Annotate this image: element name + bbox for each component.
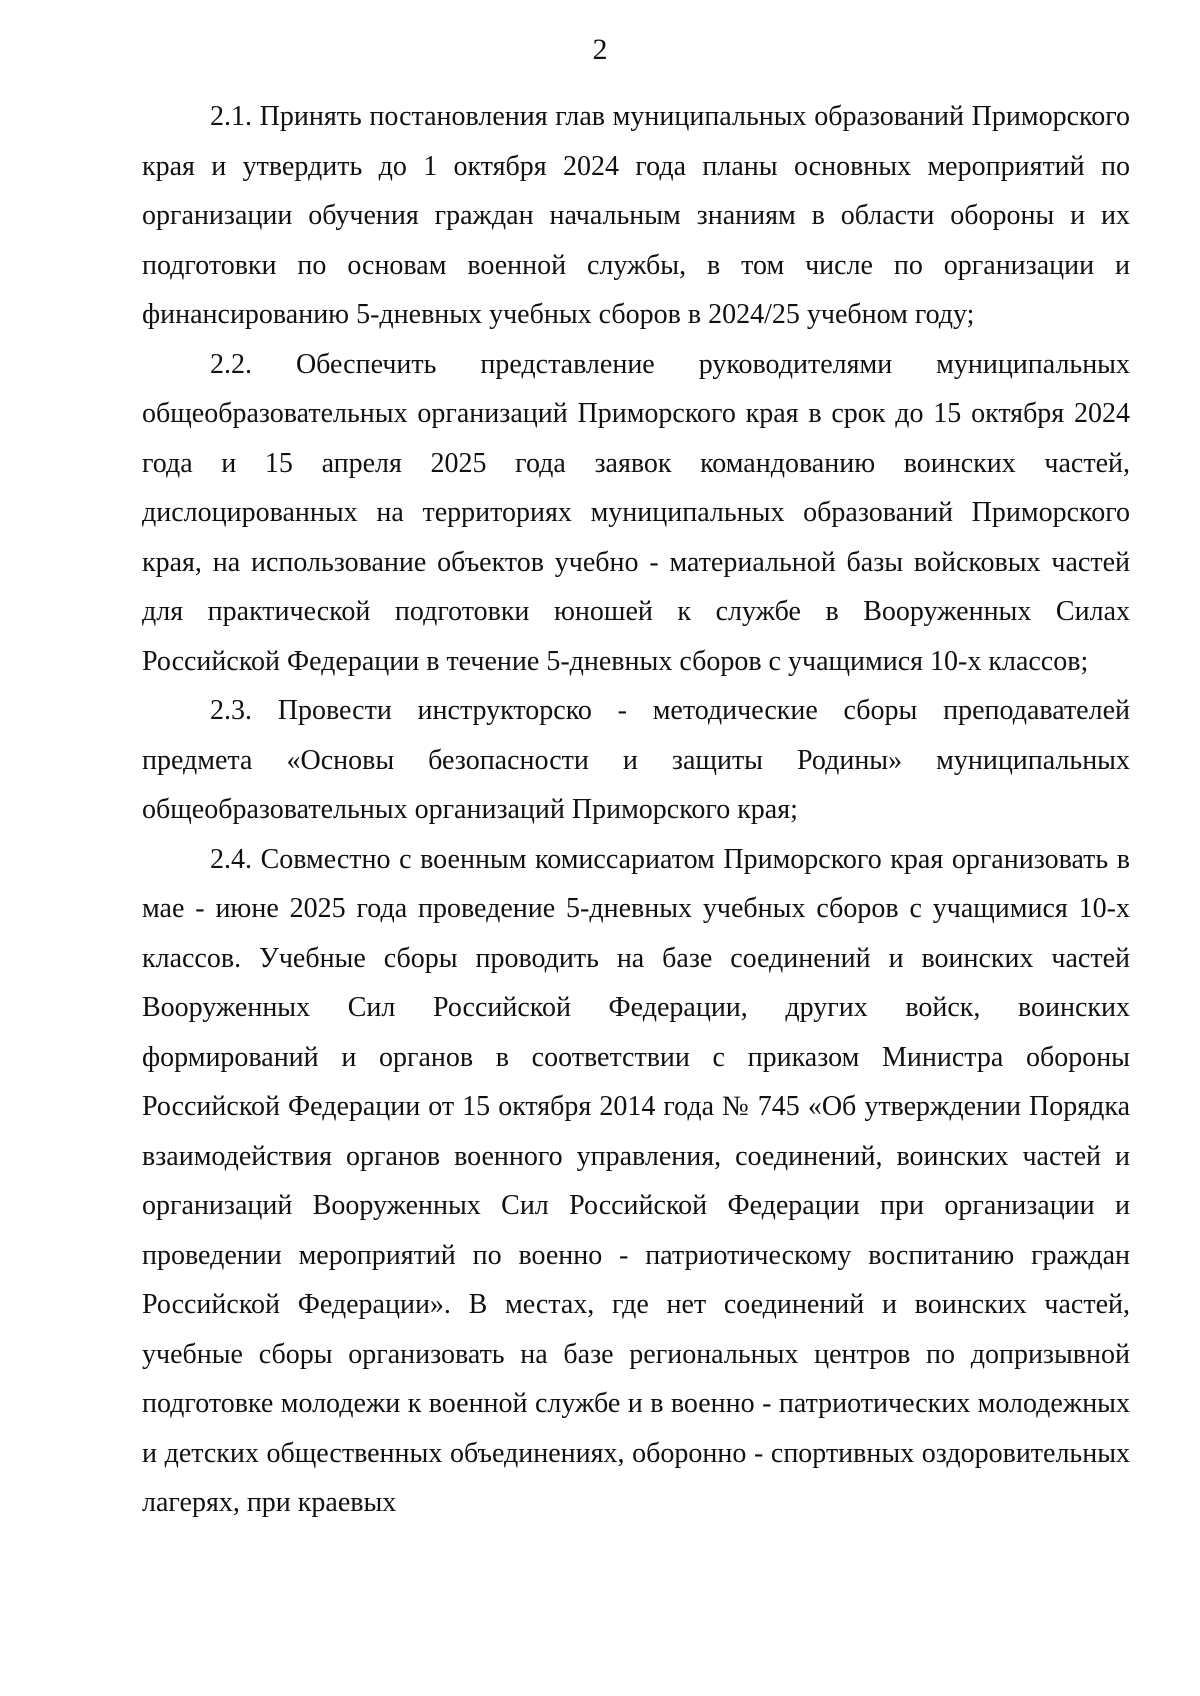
document-body: [142, 92, 1130, 1528]
paragraph-2-1: 2.1. Принять постановления глав муниципальных образований Приморского края и утвердить до 1 октября 2024 года планы основных мероприятий по организации обучения граждан начальным знаниям в области обороны и их подготовки по основам военной службы, в том числе по организации и финансированию 5-дневных учебных сборов в 2024/25 учебном году;: [142, 101, 1130, 330]
paragraph-2-2: 2.2. Обеспечить представление руководителями муниципальных общеобразовательных организаций Приморского края в срок до 15 октября 2024 года и 15 апреля 2025 года заявок командованию воинских частей, дислоцированных на территориях муниципальных образований Приморского края, на использование объектов учебно - материальной базы войсковых частей для практической подготовки юношей к службе в Вооруженных Силах Российской Федерации в течение 5-дневных сборов с учащимися 10-х классов;: [142, 348, 1130, 677]
page-number: 2: [592, 33, 608, 66]
paragraph-2-3: 2.3. Провести инструкторско - методические сборы преподавателей предмета «Основы безопасности и защиты Родины» муниципальных общеобразовательных организаций Приморского края;: [142, 695, 1130, 825]
paragraph-2-4: 2.4. Совместно с военным комиссариатом Приморского края организовать в мае - июне 2025 года проведение 5-дневных учебных сборов с учащимися 10-х классов. Учебные сборы проводить на базе соединений и воинских частей Вооруженных Сил Российской Федерации, других войск, воинских формирований и органов в соответствии с приказом Министра обороны Российской Федерации от 15 октября 2014 года № 745 «Об утверждении Порядка взаимодействия органов военного управления, соединений, воинских частей и организаций Вооруженных Сил Российской Федерации при организации и проведении мероприятий по военно - патриотическому воспитанию граждан Российской Федерации». В местах, где нет соединений и воинских частей, учебные сборы организовать на базе региональных центров по допризывной подготовке молодежи к военной службе и в военно - патриотических молодежных и детских общественных объединениях, оборонно - спортивных оздоровительных лагерях, при краевых: [142, 843, 1130, 1518]
